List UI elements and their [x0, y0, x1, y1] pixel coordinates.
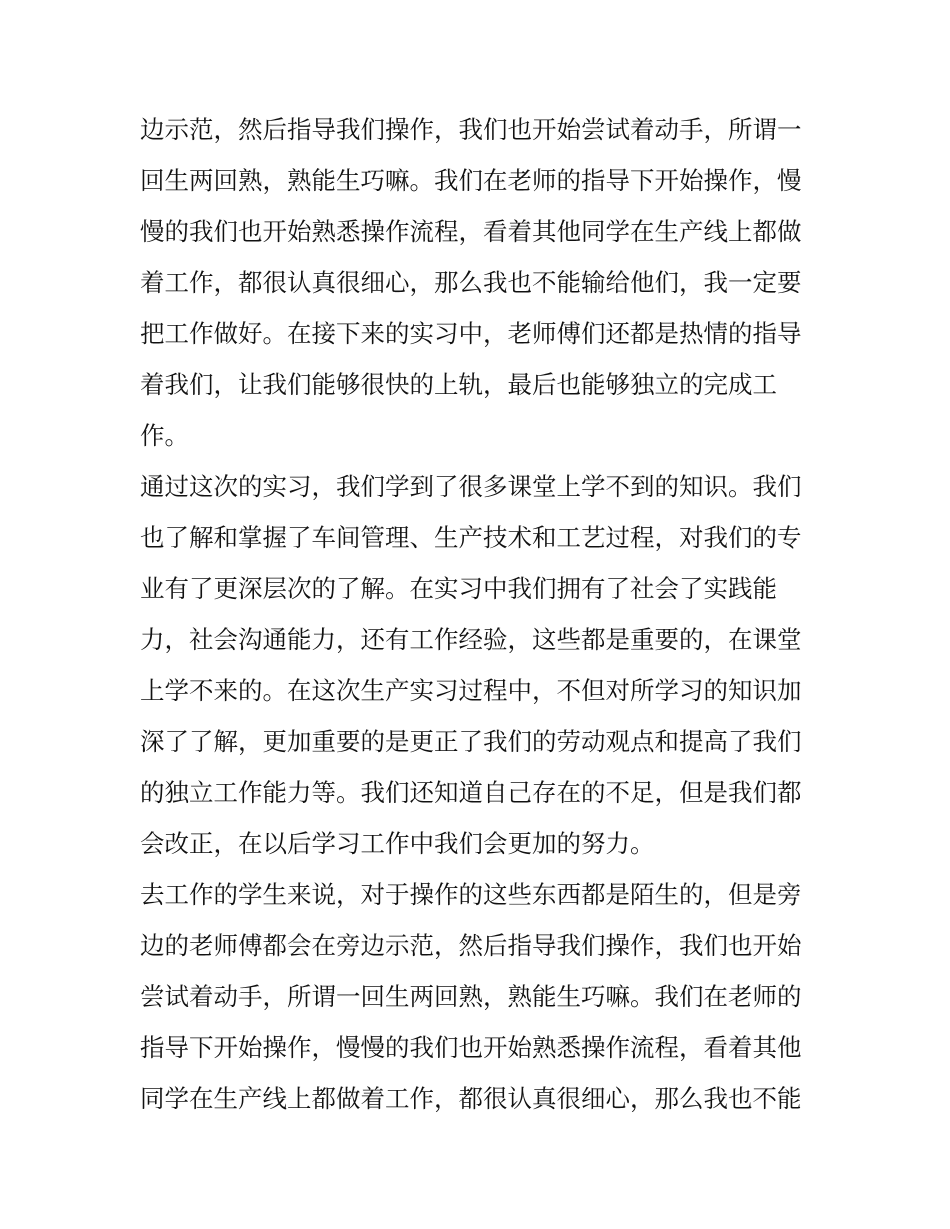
text-line: 回生两回熟，熟能生巧嘛。我们在老师的指导下开始操作，慢	[140, 166, 802, 195]
paragraph-1	[140, 104, 820, 461]
text-line: 也了解和掌握了车间管理、生产技术和工艺过程，对我们的专	[140, 523, 802, 552]
text-line: 把工作做好。在接下来的实习中，老师傅们还都是热情的指导	[140, 319, 802, 348]
text-line: 深了了解，更加重要的是更正了我们的劳动观点和提高了我们	[140, 727, 802, 756]
text-line: 边的老师傅都会在旁边示范，然后指导我们操作，我们也开始	[140, 931, 802, 960]
text-line: 作。	[140, 421, 189, 450]
text-line: 通过这次的实习，我们学到了很多课堂上学不到的知识。我们	[140, 472, 802, 501]
text-line: 着工作，都很认真很细心，那么我也不能输给他们，我一定要	[140, 268, 802, 297]
text-line: 会改正，在以后学习工作中我们会更加的努力。	[140, 829, 655, 858]
text-line: 指导下开始操作，慢慢的我们也开始熟悉操作流程，看着其他	[140, 1033, 802, 1062]
text-line: 着我们，让我们能够很快的上轨，最后也能够独立的完成工	[140, 370, 777, 399]
text-line: 的独立工作能力等。我们还知道自己存在的不足，但是我们都	[140, 778, 802, 807]
text-line: 上学不来的。在这次生产实习过程中，不但对所学习的知识加	[140, 676, 802, 705]
text-line: 力，社会沟通能力，还有工作经验，这些都是重要的，在课堂	[140, 625, 802, 654]
text-line: 慢的我们也开始熟悉操作流程，看着其他同学在生产线上都做	[140, 217, 802, 246]
text-line: 同学在生产线上都做着工作，都很认真很细心，那么我也不能	[140, 1084, 802, 1113]
text-line: 尝试着动手，所谓一回生两回熟，熟能生巧嘛。我们在老师的	[140, 982, 802, 1011]
text-line: 业有了更深层次的了解。在实习中我们拥有了社会了实践能	[140, 574, 777, 603]
text-line: 边示范，然后指导我们操作，我们也开始尝试着动手，所谓一	[140, 115, 802, 144]
body-text	[140, 104, 820, 1124]
text-line: 去工作的学生来说，对于操作的这些东西都是陌生的，但是旁	[140, 880, 802, 909]
paragraph-3	[140, 869, 820, 1124]
paragraph-2	[140, 461, 820, 869]
